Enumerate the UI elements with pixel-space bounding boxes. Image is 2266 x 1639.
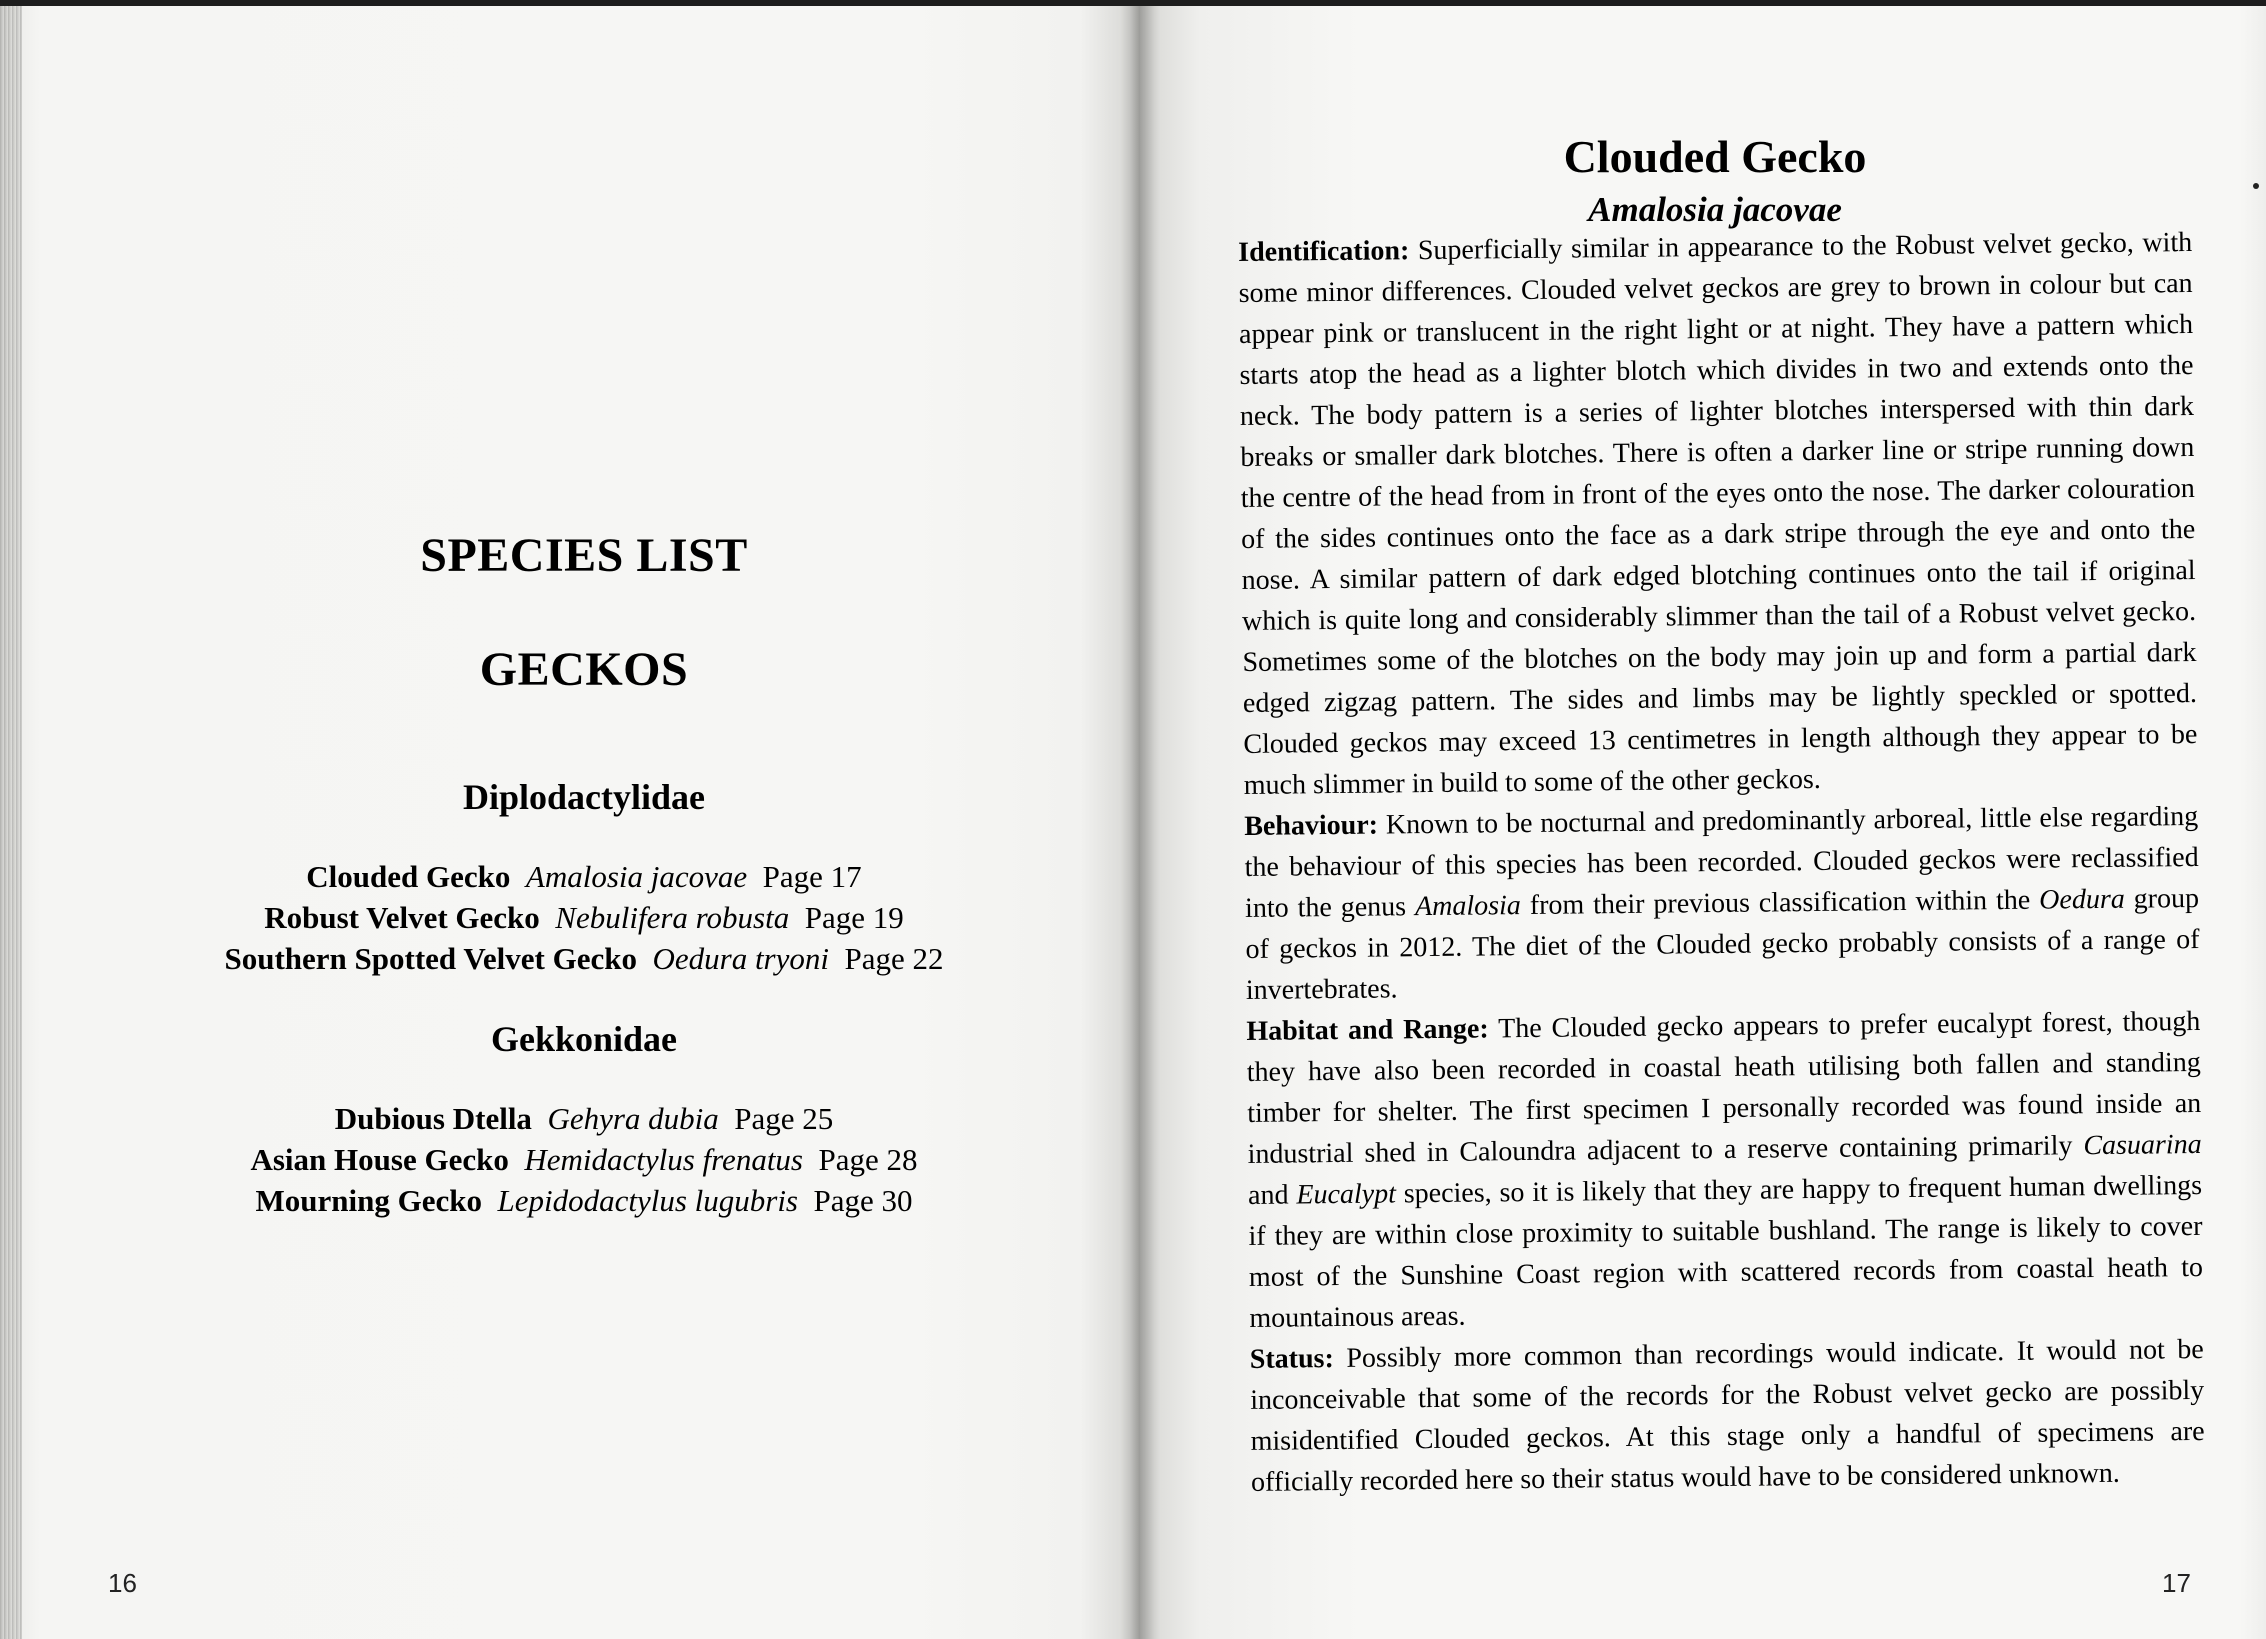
page-edges: [0, 6, 22, 1639]
species-scientific-name: Hemidactylus frenatus: [524, 1142, 803, 1177]
behaviour-paragraph: [1244, 796, 2200, 1011]
identification-heading: Identification:: [1238, 235, 1410, 268]
genus-name: Amalosia: [1414, 890, 1521, 923]
left-page: [0, 6, 1140, 1639]
genus-name: Oedura: [2039, 883, 2125, 916]
behaviour-text: Known to be nocturnal and predominantly arboreal, little else regarding the behaviour of this species has been recorded. Clouded geckos were reclassified into the genus: [1244, 800, 2199, 924]
behaviour-text: group of geckos in 2012. The diet of the Clouded gecko probably consists of a range of invertebrates.: [1245, 882, 2200, 1006]
habitat-heading: Habitat and Range:: [1246, 1013, 1489, 1047]
species-entry: [120, 856, 1048, 897]
species-scientific-name: Lepidodactylus lugubris: [497, 1183, 798, 1218]
species-common-name: Robust Velvet Gecko: [264, 900, 540, 935]
species-account-title: Clouded Gecko: [1563, 131, 1867, 182]
group-title: GECKOS: [479, 643, 689, 696]
species-entry: [120, 897, 1048, 938]
genus-name: Casuarina: [2083, 1128, 2202, 1162]
species-common-name: Asian House Gecko: [250, 1142, 509, 1177]
species-page-ref: Page 17: [762, 859, 862, 894]
species-common-name: Southern Spotted Velvet Gecko: [224, 941, 637, 976]
behaviour-text: from their previous classification within the: [1520, 884, 2040, 922]
family-title-gekkonidae: Gekkonidae: [490, 1019, 678, 1059]
habitat-text: The Clouded gecko appears to prefer eucalypt forest, though they have also been recorded in coastal heath utilising both fallen and standing timber for shelter. The first specimen I personally recorded was found inside an industrial shed in Caloundra adjacent to a reserve containing primarily: [1246, 1005, 2202, 1170]
identification-paragraph: [1238, 222, 2198, 806]
book-gutter: [1120, 6, 1160, 1639]
species-page-ref: Page 19: [804, 900, 904, 935]
species-scientific-name: Amalosia jacovae: [525, 859, 748, 894]
species-entry: [120, 1180, 1048, 1221]
family-title-diplodactylidae: Diplodactylidae: [462, 777, 705, 817]
species-entries-diplodactylidae: [120, 856, 1048, 979]
species-page-ref: Page 25: [734, 1101, 834, 1136]
species-page-ref: Page 30: [813, 1183, 913, 1218]
species-page-ref: Page 22: [844, 941, 944, 976]
species-entries-gekkonidae: [120, 1098, 1048, 1221]
status-heading: Status:: [1249, 1343, 1334, 1375]
page-number-left: 16: [108, 1568, 137, 1598]
page-number-right: 17: [2162, 1568, 2191, 1598]
behaviour-heading: Behaviour:: [1244, 809, 1379, 842]
species-page-ref: Page 28: [818, 1142, 918, 1177]
status-paragraph: [1250, 1329, 2206, 1503]
species-list-title: SPECIES LIST: [420, 529, 748, 582]
species-entry: [120, 1098, 1048, 1139]
species-account-scientific-name: Amalosia jacovae: [1588, 190, 1842, 229]
species-entry: [120, 1139, 1048, 1180]
identification-text: Superficially similar in appearance to the Robust velvet gecko, with some minor differences. Clouded velvet geckos are grey to brown in colour but can appear pink or translucent in the right light or at night. They have a pattern which starts atop the head as a lighter blotch which divides in two and extends onto the neck. The body pattern is a series of lighter blotches interspersed with thin dark breaks or smaller dark blotches. There is often a darker line or stripe running down the centre of the head from in front of the eyes onto the nose. The darker colouration of the sides continues onto the face as a dark stripe through the eye and onto the nose. A similar pattern of dark edged blotching continues onto the tail if original which is quite long and considerably slimmer than the tail of a Robust velvet gecko. Sometimes some of the blotches on the body may join up and form a partial dark edged zigzag pattern. The sides and limbs may be lightly speckled or spotted. Clouded geckos may exceed 13 centimetres in length although they appear to be much slimmer in build to some of the other geckos.: [1238, 227, 2198, 801]
species-scientific-name: Gehyra dubia: [547, 1101, 719, 1136]
habitat-text: species, so it is likely that they are happy to frequent human dwellings if they are within close proximity to suitable bushland. The range is likely to cover most of the Sunshine Coast region with scattered records from coastal heath to mountainous areas.: [1248, 1169, 2204, 1334]
species-scientific-name: Nebulifera robusta: [555, 900, 790, 935]
genus-name: Eucalypt: [1296, 1178, 1397, 1211]
status-text: Possibly more common than recordings would indicate. It would not be inconceivable that some of the records for the Robust velvet gecko are possibly misidentified Clouded geckos. At this stage only a handful of specimens are officially recorded here so their status would have to be considered unknown.: [1250, 1333, 2205, 1498]
species-account-body: [1238, 222, 2205, 1503]
species-common-name: Dubious Dtella: [334, 1101, 532, 1136]
species-common-name: Clouded Gecko: [306, 859, 511, 894]
species-entry: [120, 938, 1048, 979]
print-mark: [2253, 183, 2259, 189]
habitat-paragraph: [1246, 1001, 2203, 1339]
habitat-text: and: [1247, 1179, 1297, 1211]
species-common-name: Mourning Gecko: [255, 1183, 482, 1218]
species-scientific-name: Oedura tryoni: [652, 941, 829, 976]
